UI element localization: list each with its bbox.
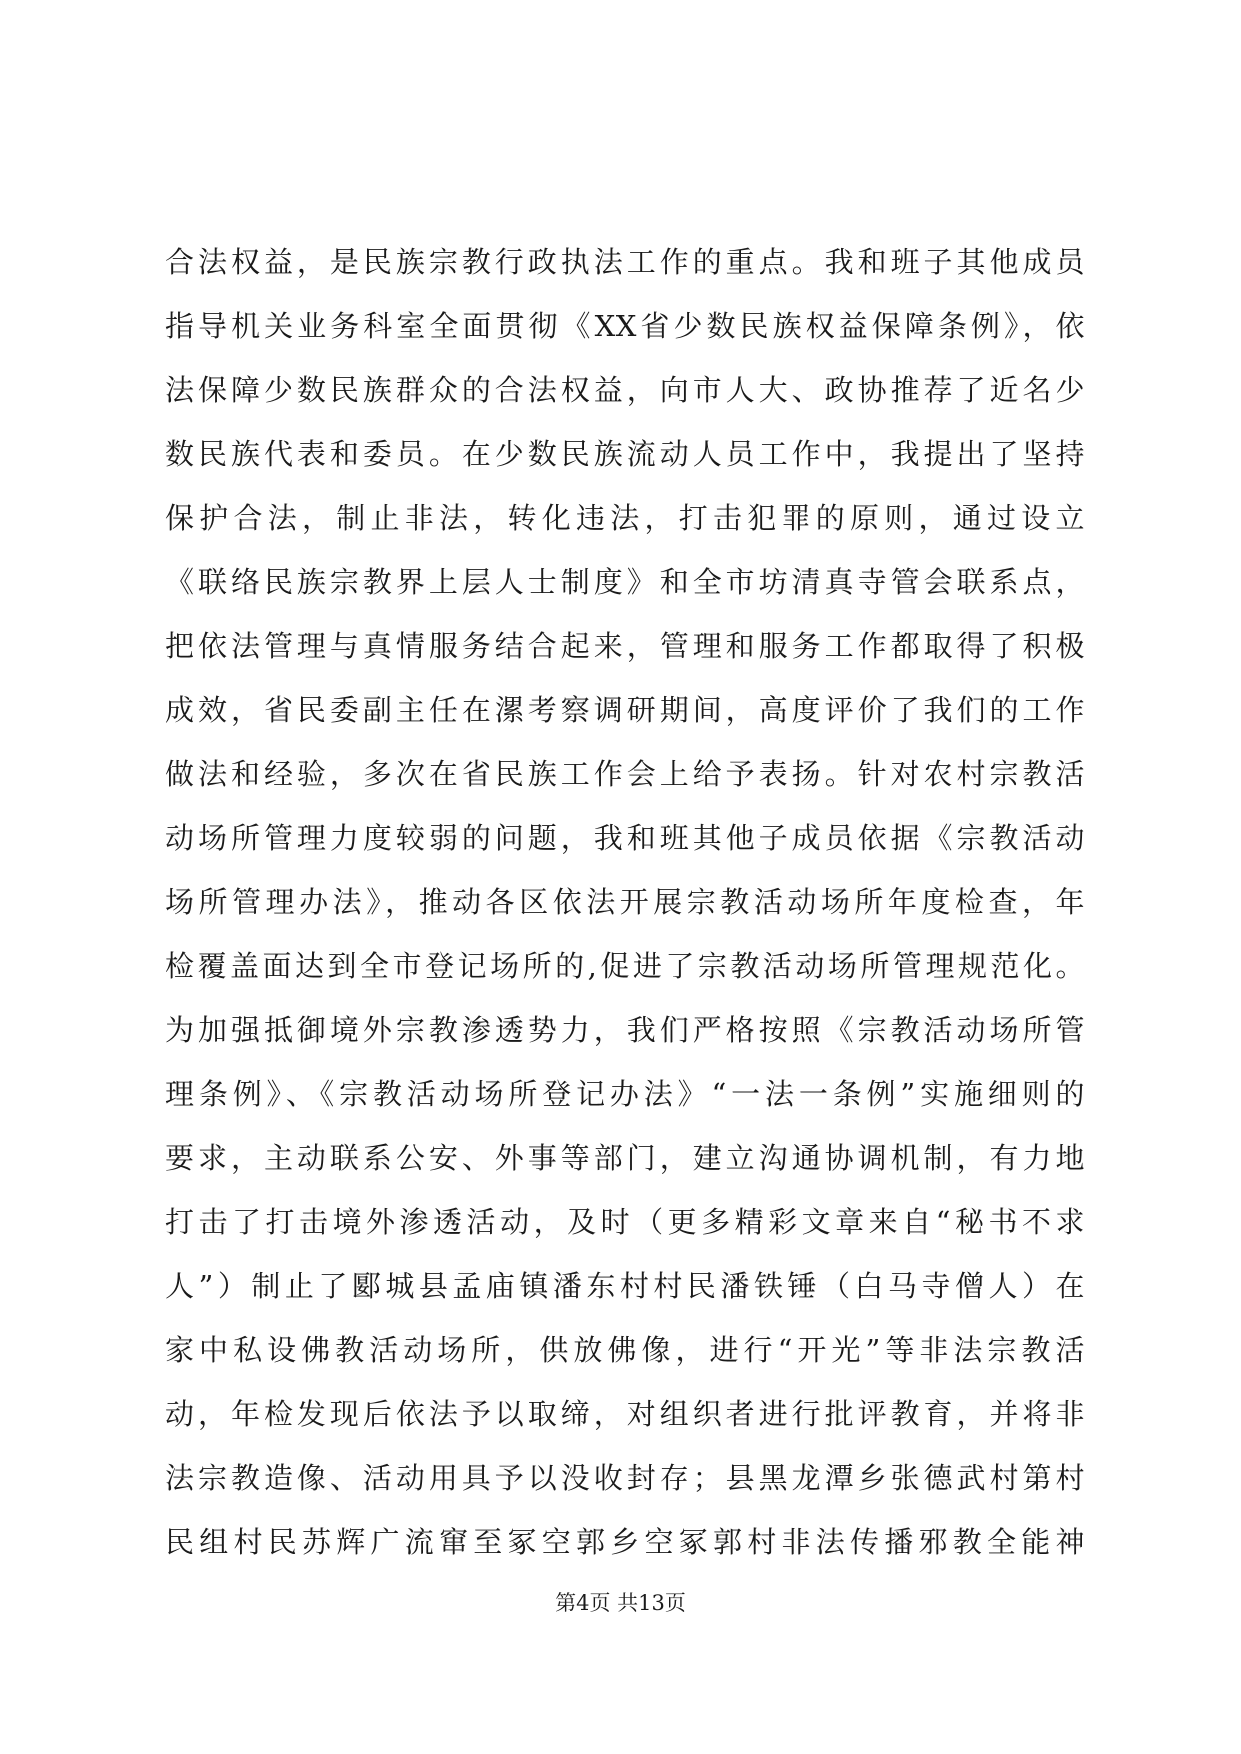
text-line: 打击了打击境外渗透活动，及时（更多精彩文章来自“秘书不求 [165,1205,1085,1239]
text-line: 把依法管理与真情服务结合起来，管理和服务工作都取得了积极 [165,629,1085,663]
text-line: 场所管理办法》，推动各区依法开展宗教活动场所年度检查，年 [165,885,1085,919]
body-text [165,230,1085,1574]
text-line: 检覆盖面达到全市登记场所的,促进了宗教活动场所管理规范化。 [165,949,1085,983]
text-line: 指导机关业务科室全面贯彻《XX省少数民族权益保障条例》，依 [165,309,1085,343]
text-line: 理条例》、《宗教活动场所登记办法》“一法一条例”实施细则的 [165,1077,1085,1111]
text-line: 成效，省民委副主任在漯考察调研期间，高度评价了我们的工作 [165,693,1085,727]
text-line: 人”）制止了郾城县孟庙镇潘东村村民潘铁锤（白马寺僧人）在 [165,1269,1085,1303]
text-line: 为加强抵御境外宗教渗透势力，我们严格按照《宗教活动场所管 [165,1013,1085,1047]
text-line: 要求，主动联系公安、外事等部门，建立沟通协调机制，有力地 [165,1141,1085,1175]
text-line: 保护合法，制止非法，转化违法，打击犯罪的原则，通过设立 [165,501,1085,535]
text-line: 法保障少数民族群众的合法权益，向市人大、政协推荐了近名少 [165,373,1085,407]
text-line: 法宗教造像、活动用具予以没收封存；县黑龙潭乡张德武村第村 [165,1461,1085,1495]
text-line: 民组村民苏辉广流窜至冢空郭乡空冢郭村非法传播邪教全能神 [165,1525,1085,1559]
text-line: 家中私设佛教活动场所，供放佛像，进行“开光”等非法宗教活 [165,1333,1085,1367]
page-number-footer: 第4页 共13页 [555,1591,686,1615]
text-line: 动场所管理力度较弱的问题，我和班其他子成员依据《宗教活动 [165,821,1085,855]
text-line: 《联络民族宗教界上层人士制度》和全市坊清真寺管会联系点， [165,565,1085,599]
text-line: 数民族代表和委员。在少数民族流动人员工作中，我提出了坚持 [165,437,1085,471]
text-line: 合法权益，是民族宗教行政执法工作的重点。我和班子其他成员 [165,245,1085,279]
text-line: 动，年检发现后依法予以取缔，对组织者进行批评教育，并将非 [165,1397,1085,1431]
text-line: 做法和经验，多次在省民族工作会上给予表扬。针对农村宗教活 [165,757,1085,791]
